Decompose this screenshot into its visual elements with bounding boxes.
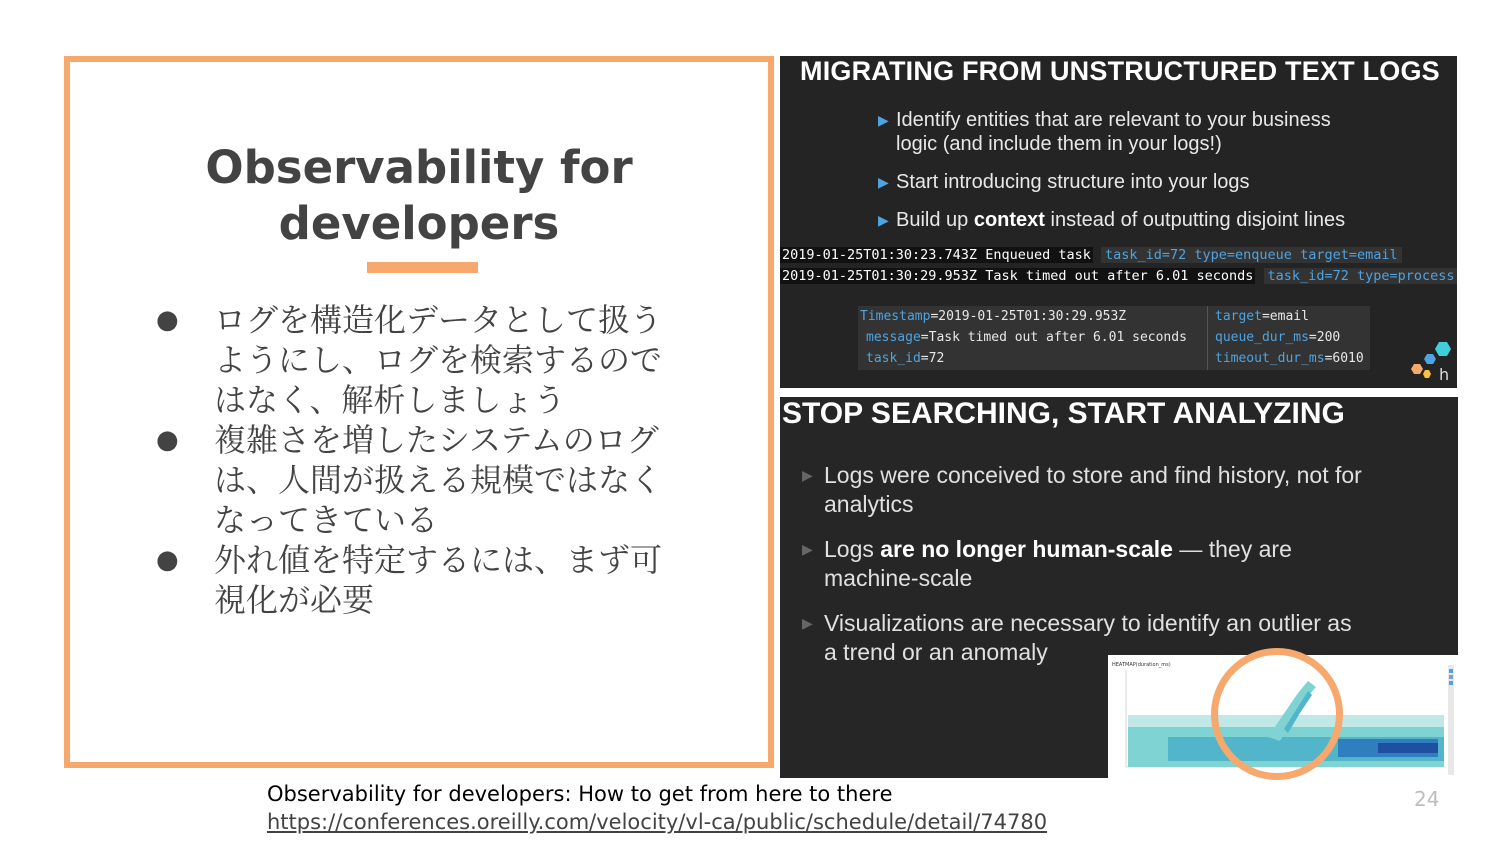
- log-line-1: [780, 245, 1402, 265]
- triangle-bullet-icon: ▶: [802, 541, 813, 557]
- bullet-item: [152, 420, 692, 540]
- triangle-bullet-icon: ▶: [878, 212, 889, 228]
- field-key: message: [866, 330, 921, 345]
- bullet-bold-text: context: [973, 209, 1045, 231]
- bullet-text: Logs were conceived to store and find history, not for analytics: [824, 462, 1362, 517]
- slide-title: [70, 140, 768, 252]
- caption-text: Observability for developers: How to get from here to there: [267, 782, 893, 806]
- page-number: 24: [1414, 787, 1440, 811]
- triangle-bullet-icon: ▶: [878, 112, 889, 128]
- field-key: queue_dur_ms: [1215, 330, 1309, 345]
- bullet-dot: ●: [156, 305, 179, 335]
- field-key: task_id: [866, 351, 921, 366]
- screenshot-title: STOP SEARCHING, START ANALYZING: [782, 397, 1345, 430]
- field-value: =Task timed out after 6.01 seconds: [920, 330, 1187, 345]
- field-value: =2019-01-25T01:30:29.953Z: [930, 309, 1127, 324]
- field-value: =6010: [1324, 351, 1364, 366]
- field-value: =email: [1261, 309, 1309, 324]
- bullet-text: Logs: [824, 536, 881, 562]
- event-column-left: [860, 306, 1187, 369]
- bullet-text: Start introducing structure into your logs: [896, 171, 1250, 193]
- highlight-circle: [1211, 648, 1343, 780]
- bullet-text: instead of outputting disjoint lines: [1044, 209, 1346, 231]
- bullet-dot: ●: [156, 425, 179, 455]
- screenshot-title: MIGRATING FROM UNSTRUCTURED TEXT LOGS: [800, 56, 1440, 86]
- triangle-bullet-icon: ▶: [802, 467, 813, 483]
- bullet-text: ログを構造化データとして扱うようにし、ログを検索するのではなく、解析しましょう: [214, 301, 663, 419]
- log-fields: task_id=72 type=process: [1264, 268, 1457, 284]
- source-link[interactable]: https://conferences.oreilly.com/velocity/vl-ca/public/schedule/detail/74780: [267, 810, 1048, 834]
- field-value: =72: [920, 351, 945, 366]
- heatmap-label: HEATMAP(duration_ms): [1112, 662, 1171, 668]
- bullet-text: — they are machine-scale: [824, 536, 1292, 591]
- column-divider: [1207, 306, 1208, 370]
- structured-event-table: [858, 306, 1370, 370]
- screenshot-migrating-logs: [780, 56, 1457, 388]
- log-line-2: [780, 266, 1457, 286]
- honeycomb-logo-icon: [1409, 340, 1453, 384]
- bullet-text: 複雑さを増したシステムのログは、人間が扱える規模ではなくなってきている: [214, 421, 663, 539]
- bullet-list: [152, 300, 692, 620]
- bullet-item: [152, 300, 692, 420]
- screenshot-stop-searching: [780, 397, 1458, 778]
- source-caption: [267, 780, 1047, 836]
- screenshot-bullet: [876, 170, 1356, 194]
- log-fields: task_id=72 type=enqueue target=email: [1101, 247, 1402, 263]
- screenshot-bullet: [802, 535, 1362, 593]
- bullet-text: Visualizations are necessary to identify an outlier as a trend or an anomaly: [824, 610, 1352, 665]
- title-underline-bar: [367, 262, 478, 273]
- triangle-bullet-icon: ▶: [802, 615, 813, 631]
- bullet-text: Identify entities that are relevant to your business logic (and include them in your logs!): [896, 109, 1331, 155]
- title-line-1: Observability for: [205, 141, 633, 194]
- field-key: timeout_dur_ms: [1215, 351, 1325, 366]
- screenshot-bullet: [802, 461, 1362, 519]
- field-key: Timestamp: [860, 309, 931, 324]
- field-key: target: [1215, 309, 1262, 324]
- bullet-dot: ●: [156, 545, 179, 575]
- event-column-right: [1215, 306, 1364, 369]
- screenshot-bullet-list: [876, 108, 1356, 246]
- log-text: 2019-01-25T01:30:23.743Z Enqueued task: [782, 247, 1091, 263]
- title-line-2: developers: [278, 197, 560, 250]
- log-text: 2019-01-25T01:30:29.953Z Task timed out after 6.01 seconds: [782, 268, 1254, 284]
- logo-letter: h: [1439, 365, 1450, 384]
- bullet-text: 外れ値を特定するには、まず可視化が必要: [214, 541, 663, 619]
- bullet-bold-text: are no longer human-scale: [880, 536, 1173, 562]
- bullet-item: [152, 540, 692, 620]
- screenshot-bullet: [876, 108, 1356, 156]
- slide-text-panel: [64, 56, 774, 768]
- screenshot-bullet: [876, 208, 1356, 232]
- triangle-bullet-icon: ▶: [878, 174, 889, 190]
- field-value: =200: [1308, 330, 1341, 345]
- bullet-text: Build up: [896, 209, 974, 231]
